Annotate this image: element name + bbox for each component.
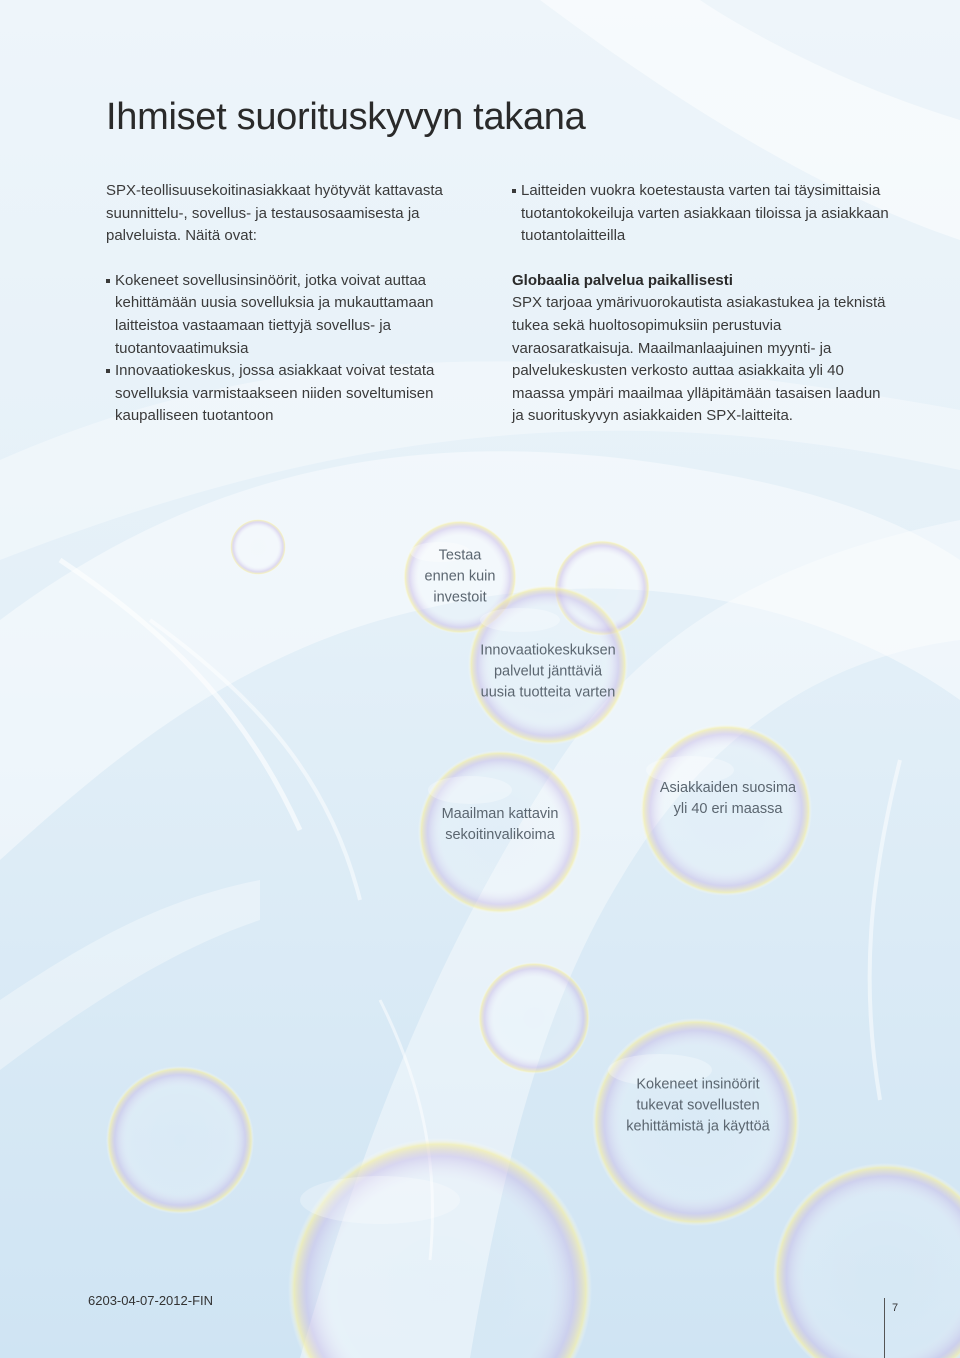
bullet-item: Innovaatiokeskus, jossa asiakkaat voivat testata sovelluksia varmistaakseen niiden soveltumisen kaupalliseen tuotantoon <box>106 360 466 428</box>
section-heading: Globaalia palvelua paikallisesti <box>512 271 733 289</box>
document-code: 6203-04-07-2012-FIN <box>88 1293 214 1308</box>
bubble-label: Testaa ennen kuin investoit <box>424 547 496 606</box>
intro-text: SPX-teollisuusekoitinasiakkaat hyötyvät kattavasta suunnittelu-, sovellus- ja testausosaamisesta ja palveluista. Näitä ovat: <box>106 182 443 245</box>
bubble-label: Kokeneet insinöörit tukevat sovellusten kehittämistä ja käyttöä <box>626 1076 770 1135</box>
left-bullet-list <box>106 270 466 428</box>
bullet-item: Laitteiden vuokra koetestausta varten tai täysimittaisia tuotantokokeiluja varten asiakkaan tiloissa ja asiakkaan tuotantolaitteilla <box>512 180 892 248</box>
bullet-item: Kokeneet sovellusinsinöörit, jotka voivat auttaa kehittämään uusia sovelluksia ja mukauttamaan laitteistoa vastaamaan tiettyjä sovellus- ja tuotantovaatimuksia <box>106 270 466 360</box>
page-divider <box>884 1298 885 1358</box>
bubble-label: Maailman kattavin sekoitinvalikoima <box>441 806 559 843</box>
section-body: SPX tarjoaa ymärivuorokautista asiakastukea ja teknistä tukea sekä huoltosopimuksiin perustuvia varaosaratkaisuja. Maailmanlaajuinen myynti- ja palvelukeskusten verkosto auttaa asiakkaita yli 40 maassa ympäri maailmaa ylläpitämään tasaisen laadun ja suorituskyvyn asiakkaiden SPX-laitteita. <box>512 294 886 425</box>
page-number: 7 <box>892 1302 899 1314</box>
right-bullet-list <box>512 180 892 248</box>
page-title: Ihmiset suorituskyvyn takana <box>106 96 586 138</box>
left-column <box>106 180 466 428</box>
bubble-label: Innovaatiokeskuksen palvelut jänttäviä uusia tuotteita varten <box>480 642 616 701</box>
right-column <box>512 180 892 428</box>
bubble-label: Asiakkaiden suosima yli 40 eri maassa <box>659 780 797 817</box>
